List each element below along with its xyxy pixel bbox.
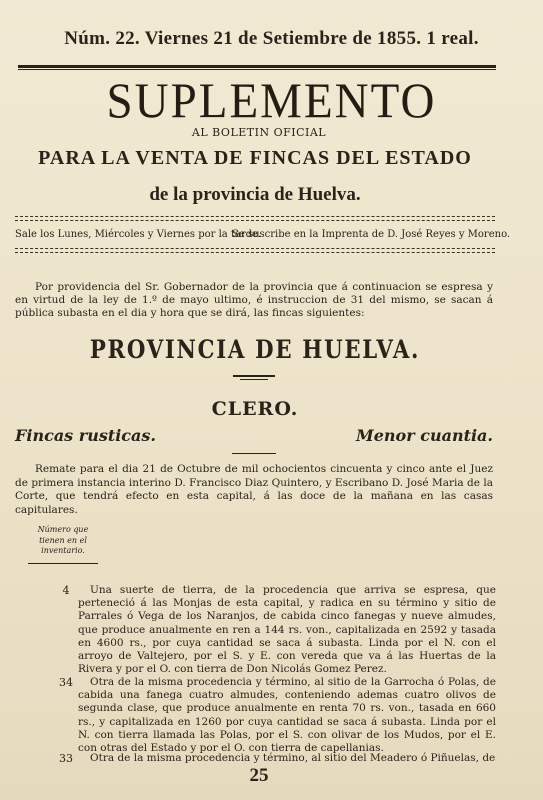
ornament-rule: [233, 375, 275, 377]
inventory-number-column-header: Número que tienen en el inventario.: [37, 525, 89, 555]
section-clero-heading: CLERO.: [211, 398, 299, 420]
notice-rule-bottom-2: [15, 252, 495, 253]
section-divider: [232, 453, 276, 454]
publication-days-notice: Sale los Lunes, Miércoles y Viernes por la tarde.: [15, 229, 262, 240]
subtitle-boletin: AL BOLETIN OFICIAL: [191, 126, 327, 139]
document-title: SUPLEMENTO: [106, 73, 437, 129]
inventory-number: 4: [62, 584, 70, 597]
masthead: Núm. 22. Viernes 21 de Setiembre de 1855. 1 real.: [64, 28, 479, 49]
column-header-rule: [28, 563, 98, 564]
property-description: Otra de la misma procedencia y término, al sitio de la Garrocha ó Polas, de cabida una fanega cuatro almudes, conteniendo ademas cuatro olivos de segunda clase, que produce anualmente en renta 70 rs. von., tasada en 660 rs., y capitalizada en 1260 por cuya cantidad se saca á subasta. Linda por el N. con tierra llamada las Polas, por el S. con olivar de los Mudos, por el E. con otras del Estado y por el O. con tierra de capellanias.: [78, 676, 496, 755]
ornament-rule-short: [240, 379, 268, 380]
property-description: Una suerte de tierra, de la procedencia que arriva se espresa, que perteneció á las Monjas de esta capital, y radica en su término y sitio de Parrales ó Vega de los Naranjos, de cabida cinco fanegas y nueve almudes, que produce anualmente en ren a 144 rs. von., capitalizada en 2592 y tasada en 4600 rs., por cuya cantidad se saca á subasta. Linda por el N. con el arroyo de Valtejero, por el S. y E. con vereda que va á las Huertas de la Rivera y por el O. con tierra de Don Nicolás Gomez Perez.: [78, 584, 496, 676]
inventory-number: 34: [59, 676, 73, 689]
inventory-number: 33: [59, 752, 73, 765]
subtitle-venta-fincas: PARA LA VENTA DE FINCAS DEL ESTADO: [38, 147, 472, 169]
subscription-notice: Se suscribe en la Imprenta de D. José Reyes y Moreno.: [232, 229, 511, 240]
notice-rule-top-1: [15, 216, 495, 217]
subtitle-provincia: de la provincia de Huelva.: [149, 184, 361, 205]
notice-rule-top-2: [15, 220, 495, 221]
masthead-rule-thick: [18, 65, 496, 68]
property-description: Otra de la misma procedencia y término, al sitio del Meadero ó Piñuelas, de: [90, 752, 496, 764]
fincas-rusticas-heading: Fincas rusticas.: [15, 426, 156, 445]
menor-cuantia-heading: Menor cuantia.: [356, 426, 493, 445]
section-provincia-heading: PROVINCIA DE HUELVA.: [89, 335, 421, 364]
masthead-rule-thin: [18, 69, 496, 70]
remate-paragraph: Remate para el dia 21 de Octubre de mil ochocientos cincuenta y cinco ante el Juez de primera instancia interino D. Francisco Diaz Quintero, y Escribano D. José Maria de la Corte, que tendrá efecto en esta capital, á las doce de la mañana en las casas capitulares.: [15, 463, 493, 516]
intro-paragraph: Por providencia del Sr. Gobernador de la provincia que á continuacion se espresa y en virtud de la ley de 1.º de mayo ultimo, é instruccion de 31 del mismo, se sacan á pública subasta en el dia y hora que se dirá, las fincas siguientes:: [15, 281, 493, 319]
notice-rule-bottom-1: [15, 248, 495, 249]
page-number: 25: [249, 765, 269, 786]
